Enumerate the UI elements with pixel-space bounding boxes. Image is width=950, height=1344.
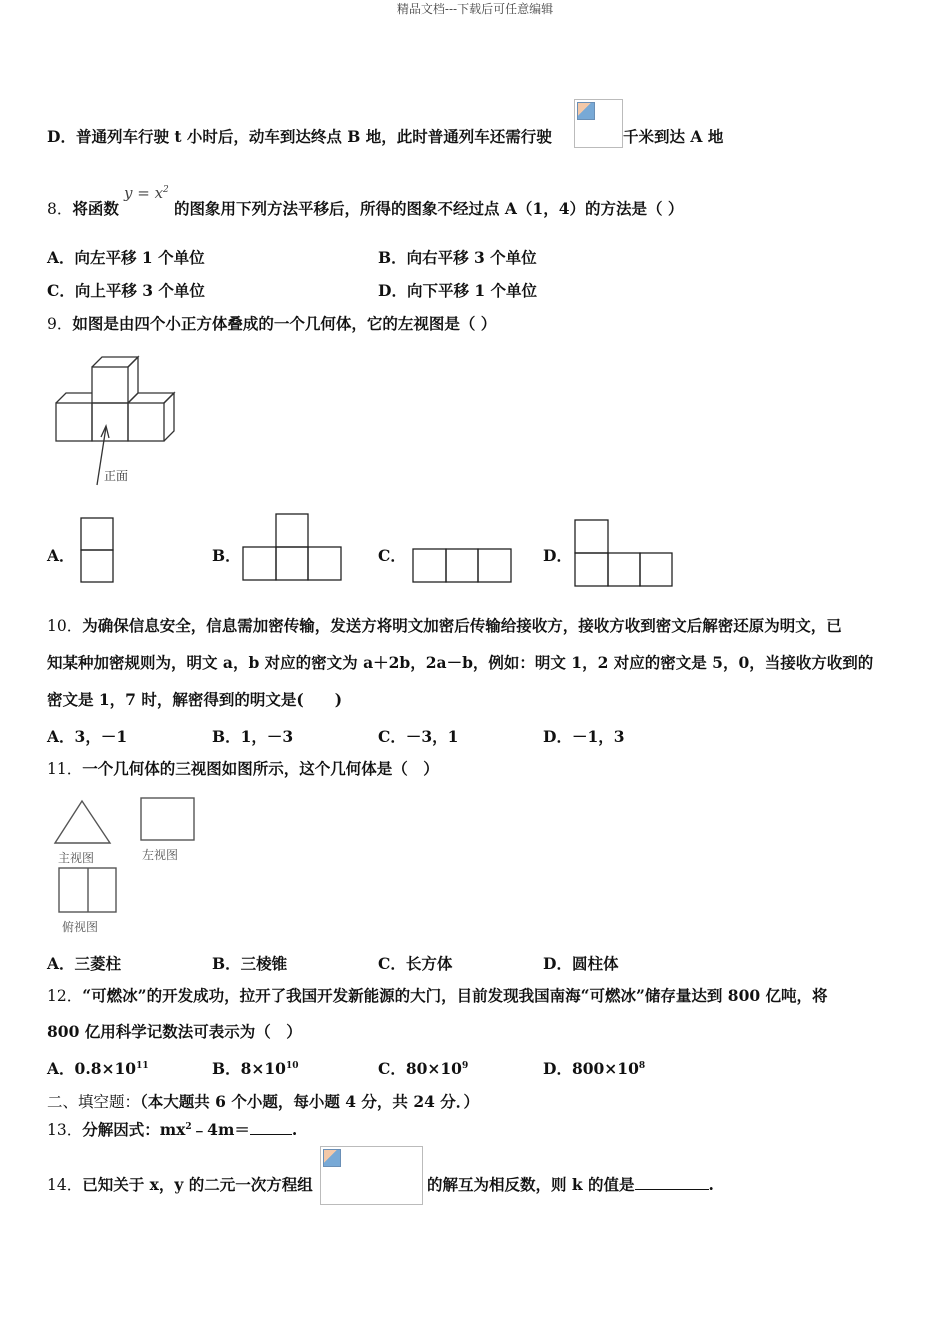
q12-option-b bbox=[212, 1057, 298, 1079]
q9-option-c-label: C． bbox=[378, 546, 406, 565]
q11-stem bbox=[47, 759, 439, 779]
q14-end: . bbox=[708, 1175, 714, 1194]
section2-note: （本大题共 6 个小题，每小题 4 分，共 24 分．） bbox=[140, 1092, 480, 1111]
q11-option-a-text: 三菱柱 bbox=[74, 954, 122, 973]
q14-text-before: 已知关于 x，y 的二元一次方程组 bbox=[82, 1175, 313, 1194]
q11-number: 11． bbox=[47, 760, 83, 778]
q8-option-b-label: B． bbox=[378, 248, 407, 267]
q12-option-a bbox=[47, 1057, 149, 1079]
q10-line1-text: 为确保信息安全，信息需加密传输，发送方将明文加密后传输给接收方，接收方收到密文后解密还原为明文，已 bbox=[82, 616, 842, 635]
q14-stem-start bbox=[47, 1175, 313, 1195]
q11-option-a-label: A． bbox=[47, 954, 75, 973]
q9-text: 如图是由四个小正方体叠成的一个几何体，它的左视图是（ ） bbox=[72, 314, 497, 333]
q8-option-a-label: A． bbox=[47, 248, 75, 267]
q11-left-view-rect bbox=[141, 798, 194, 840]
q12-line1-text: “可燃冰”的开发成功，拉开了我国开发新能源的大门，目前发现我国南海“可燃冰”储存量达到 800 亿吨，将 bbox=[82, 986, 828, 1005]
q12-option-d-label: D． bbox=[543, 1059, 572, 1078]
q10-option-d-text: －1，3 bbox=[571, 727, 625, 746]
q13-text-before: 分解因式：mx bbox=[82, 1120, 186, 1140]
q11-option-a bbox=[47, 952, 121, 974]
q12-option-c-exp: 9 bbox=[461, 1060, 469, 1071]
q7-option-d-text-after: 千米到达 A 地 bbox=[623, 127, 724, 146]
q12-option-a-label: A． bbox=[47, 1059, 75, 1078]
q11-option-d bbox=[543, 952, 618, 974]
q12-option-d bbox=[543, 1057, 645, 1079]
q14-broken-image bbox=[320, 1146, 423, 1205]
q12-option-d-exp: 8 bbox=[638, 1060, 646, 1071]
q10-line3: 密文是 1，7 时，解密得到的明文是( ) bbox=[47, 690, 343, 709]
q9-option-c-figure bbox=[410, 547, 516, 587]
q13-text-after: ﹣4m＝ bbox=[191, 1120, 250, 1140]
q11-option-b-label: B． bbox=[212, 954, 241, 973]
q8-option-c-text: 向上平移 3 个单位 bbox=[74, 281, 205, 300]
q8-option-d bbox=[378, 279, 537, 301]
q12-number: 12． bbox=[47, 987, 83, 1005]
q11-front-view-triangle bbox=[55, 801, 110, 843]
q13-exp: 2 bbox=[185, 1122, 192, 1132]
q8-text-after: 的图象用下列方法平移后，所得的图象不经过点 A（1，4）的方法是（ ） bbox=[174, 199, 684, 218]
page-header: 精品文档---下载后可任意编辑 bbox=[396, 2, 554, 16]
q12-option-c-base: 80×10 bbox=[405, 1059, 462, 1078]
q12-line1 bbox=[47, 986, 828, 1006]
q10-option-a bbox=[47, 725, 127, 747]
q11-left-view-label: 左视图 bbox=[142, 848, 179, 862]
q9-number: 9． bbox=[47, 315, 73, 333]
q13-stem bbox=[47, 1117, 297, 1140]
q10-option-c-label: C． bbox=[378, 727, 406, 746]
q12-option-c bbox=[378, 1057, 468, 1079]
q9-option-a-figure bbox=[78, 516, 118, 586]
q9-figure-label: 正面 bbox=[104, 469, 129, 483]
q7-option-d bbox=[47, 127, 552, 147]
q10-option-b bbox=[212, 725, 293, 747]
q13-number: 13． bbox=[47, 1121, 83, 1140]
q10-line2: 知某种加密规则为，明文 a，b 对应的密文为 a＋2b，2a－b，例如：明文 1，2 对应的密文是 5，0，当接收方收到的 bbox=[47, 653, 874, 672]
q9-option-b-label: B． bbox=[212, 546, 241, 565]
q14-text-after: 的解互为相反数，则 k 的值是 bbox=[427, 1175, 635, 1194]
q7-option-d-label: D． bbox=[47, 127, 76, 146]
q9-option-d-label: D． bbox=[543, 546, 572, 565]
q13-end: . bbox=[291, 1120, 298, 1140]
q10-option-b-text: 1，－3 bbox=[240, 727, 294, 746]
q12-option-b-exp: 10 bbox=[285, 1060, 299, 1071]
q12-option-d-base: 800×10 bbox=[571, 1059, 639, 1078]
q11-option-b bbox=[212, 952, 287, 974]
q14-stem-end bbox=[427, 1175, 714, 1195]
q7-broken-image bbox=[574, 99, 623, 148]
q10-option-c bbox=[378, 725, 458, 747]
q8-formula-exp: 2 bbox=[163, 185, 169, 195]
q12-option-c-label: C． bbox=[378, 1059, 406, 1078]
q8-option-b-text: 向右平移 3 个单位 bbox=[406, 248, 537, 267]
q8-number: 8． bbox=[47, 200, 73, 218]
q12-option-a-base: 0.8×10 bbox=[74, 1059, 137, 1078]
broken-image-icon bbox=[577, 102, 595, 120]
q8-option-c bbox=[47, 279, 205, 301]
q9-option-a-label: A． bbox=[47, 546, 75, 565]
q10-option-c-text: －3，1 bbox=[405, 727, 459, 746]
q10-line1 bbox=[47, 616, 842, 636]
q11-option-b-text: 三棱锥 bbox=[240, 954, 288, 973]
q11-front-view-label: 主视图 bbox=[58, 851, 95, 865]
q11-option-d-label: D． bbox=[543, 954, 572, 973]
q14-answer-blank[interactable] bbox=[635, 1175, 709, 1190]
q11-option-d-text: 圆柱体 bbox=[571, 954, 619, 973]
q11-top-view-label: 俯视图 bbox=[62, 920, 99, 934]
section2-heading bbox=[47, 1092, 479, 1112]
q13-answer-blank[interactable] bbox=[250, 1120, 292, 1135]
q8-stem-start bbox=[47, 199, 119, 219]
q10-option-a-text: 3，－1 bbox=[74, 727, 128, 746]
q10-option-d-label: D． bbox=[543, 727, 572, 746]
q11-option-c bbox=[378, 952, 452, 974]
q9-option-b-figure bbox=[240, 512, 346, 584]
q10-number: 10． bbox=[47, 617, 83, 635]
q11-option-c-text: 长方体 bbox=[405, 954, 453, 973]
q11-text: 一个几何体的三视图如图所示，这个几何体是（ ） bbox=[82, 759, 439, 778]
q7-option-d-text-before: 普通列车行驶 t 小时后，动车到达终点 B 地，此时普通列车还需行驶 bbox=[75, 127, 552, 146]
q8-option-d-text: 向下平移 1 个单位 bbox=[406, 281, 538, 300]
q8-option-a-text: 向左平移 1 个单位 bbox=[74, 248, 205, 267]
q10-option-a-label: A． bbox=[47, 727, 75, 746]
q8-option-a bbox=[47, 246, 205, 268]
q11-option-c-label: C． bbox=[378, 954, 406, 973]
q12-line2: 800 亿用科学记数法可表示为（ ） bbox=[47, 1022, 302, 1041]
q12-option-b-base: 8×10 bbox=[240, 1059, 286, 1078]
q8-formula bbox=[124, 184, 169, 202]
q8-option-b bbox=[378, 246, 537, 268]
q8-text-before: 将函数 bbox=[72, 199, 119, 218]
broken-image-icon bbox=[323, 1149, 341, 1167]
q10-option-b-label: B． bbox=[212, 727, 241, 746]
q8-option-d-label: D． bbox=[378, 281, 407, 300]
q14-number: 14． bbox=[47, 1176, 83, 1194]
q12-option-a-exp: 11 bbox=[136, 1060, 149, 1071]
section2-title: 二、填空题： bbox=[47, 1093, 141, 1111]
q8-option-c-label: C． bbox=[47, 281, 75, 300]
q10-option-d bbox=[543, 725, 625, 747]
q9-stem bbox=[47, 314, 496, 334]
q12-option-b-label: B． bbox=[212, 1059, 241, 1078]
q9-option-d-figure bbox=[572, 518, 678, 590]
q8-formula-base: y = x bbox=[124, 184, 164, 202]
